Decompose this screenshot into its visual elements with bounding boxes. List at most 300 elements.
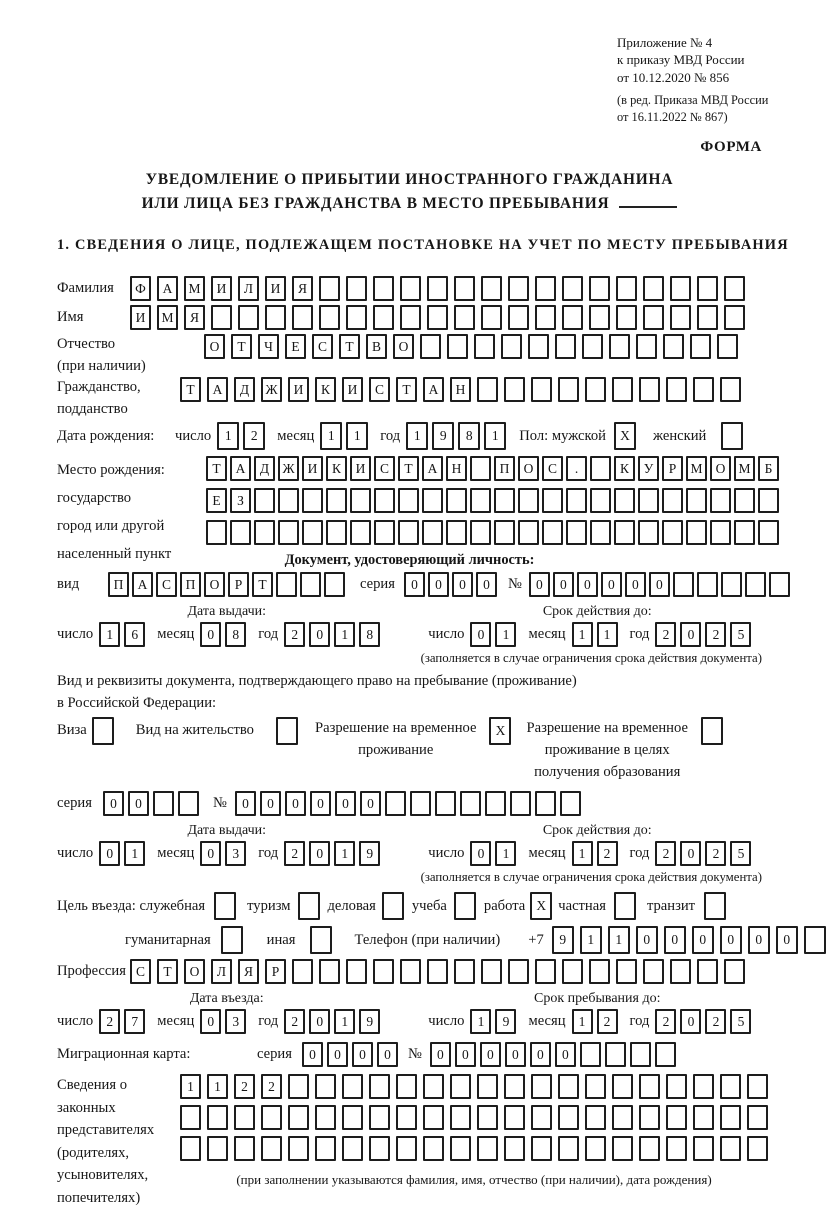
- char-box[interactable]: [720, 377, 741, 402]
- char-box[interactable]: [319, 305, 340, 330]
- char-box[interactable]: [508, 959, 529, 984]
- char-box[interactable]: [481, 959, 502, 984]
- char-box[interactable]: [504, 1136, 525, 1161]
- char-box[interactable]: 0: [720, 926, 742, 954]
- char-box[interactable]: 0: [285, 791, 306, 816]
- char-box[interactable]: [374, 488, 395, 513]
- char-box[interactable]: [662, 488, 683, 513]
- char-box[interactable]: [585, 1105, 606, 1130]
- char-box[interactable]: [288, 1074, 309, 1099]
- char-box[interactable]: [481, 276, 502, 301]
- char-box[interactable]: Д: [234, 377, 255, 402]
- year-box[interactable]: 2: [284, 622, 305, 647]
- char-box[interactable]: [400, 276, 421, 301]
- char-box[interactable]: [643, 276, 664, 301]
- char-box[interactable]: [207, 1136, 228, 1161]
- char-box[interactable]: [697, 572, 718, 597]
- char-box[interactable]: [638, 520, 659, 545]
- char-box[interactable]: З: [230, 488, 251, 513]
- month-box[interactable]: 1: [346, 422, 368, 450]
- year-box[interactable]: 2: [655, 841, 676, 866]
- char-box[interactable]: [369, 1136, 390, 1161]
- year-box[interactable]: 2: [705, 1009, 726, 1034]
- year-box[interactable]: 8: [359, 622, 380, 647]
- char-box[interactable]: [410, 791, 431, 816]
- char-box[interactable]: [769, 572, 790, 597]
- char-box[interactable]: [542, 520, 563, 545]
- day-box[interactable]: 0: [470, 841, 491, 866]
- char-box[interactable]: [697, 276, 718, 301]
- char-box[interactable]: С: [369, 377, 390, 402]
- char-box[interactable]: [531, 1074, 552, 1099]
- char-box[interactable]: [178, 791, 199, 816]
- year-box[interactable]: 5: [730, 622, 751, 647]
- char-box[interactable]: 0: [377, 1042, 398, 1067]
- char-box[interactable]: 0: [428, 572, 449, 597]
- char-box[interactable]: [673, 572, 694, 597]
- char-box[interactable]: [693, 1136, 714, 1161]
- day-box[interactable]: 1: [495, 841, 516, 866]
- char-box[interactable]: [278, 520, 299, 545]
- char-box[interactable]: [153, 791, 174, 816]
- char-box[interactable]: Я: [238, 959, 259, 984]
- char-box[interactable]: [373, 959, 394, 984]
- char-box[interactable]: [422, 488, 443, 513]
- char-box[interactable]: [396, 1074, 417, 1099]
- month-box[interactable]: 2: [597, 1009, 618, 1034]
- char-box[interactable]: [504, 1105, 525, 1130]
- char-box[interactable]: [609, 334, 630, 359]
- char-box[interactable]: 9: [552, 926, 574, 954]
- year-box[interactable]: 5: [730, 1009, 751, 1034]
- char-box[interactable]: [485, 791, 506, 816]
- char-box[interactable]: [542, 488, 563, 513]
- char-box[interactable]: А: [157, 276, 178, 301]
- char-box[interactable]: [666, 1105, 687, 1130]
- char-box[interactable]: [616, 305, 637, 330]
- char-box[interactable]: 1: [180, 1074, 201, 1099]
- char-box[interactable]: [342, 1136, 363, 1161]
- day-box[interactable]: 2: [243, 422, 265, 450]
- char-box[interactable]: [288, 1105, 309, 1130]
- char-box[interactable]: Т: [180, 377, 201, 402]
- char-box[interactable]: [373, 276, 394, 301]
- char-box[interactable]: 0: [601, 572, 622, 597]
- char-box[interactable]: Ж: [278, 456, 299, 481]
- char-box[interactable]: А: [423, 377, 444, 402]
- char-box[interactable]: [697, 305, 718, 330]
- char-box[interactable]: С: [374, 456, 395, 481]
- char-box[interactable]: 0: [480, 1042, 501, 1067]
- char-box[interactable]: 0: [352, 1042, 373, 1067]
- year-box[interactable]: 8: [458, 422, 480, 450]
- char-box[interactable]: [638, 488, 659, 513]
- checkbox[interactable]: X: [614, 422, 636, 450]
- char-box[interactable]: С: [542, 456, 563, 481]
- char-box[interactable]: [582, 334, 603, 359]
- char-box[interactable]: 0: [530, 1042, 551, 1067]
- char-box[interactable]: О: [184, 959, 205, 984]
- char-box[interactable]: 0: [430, 1042, 451, 1067]
- char-box[interactable]: .: [566, 456, 587, 481]
- checkbox[interactable]: [454, 892, 476, 920]
- year-box[interactable]: 2: [655, 1009, 676, 1034]
- char-box[interactable]: [670, 305, 691, 330]
- day-box[interactable]: 1: [495, 622, 516, 647]
- char-box[interactable]: [804, 926, 826, 954]
- year-box[interactable]: 2: [284, 1009, 305, 1034]
- char-box[interactable]: [590, 456, 611, 481]
- char-box[interactable]: [446, 520, 467, 545]
- char-box[interactable]: Т: [396, 377, 417, 402]
- char-box[interactable]: [504, 377, 525, 402]
- char-box[interactable]: [693, 1105, 714, 1130]
- char-box[interactable]: [566, 488, 587, 513]
- char-box[interactable]: [470, 456, 491, 481]
- char-box[interactable]: [745, 572, 766, 597]
- char-box[interactable]: [450, 1105, 471, 1130]
- char-box[interactable]: 0: [335, 791, 356, 816]
- checkbox[interactable]: [298, 892, 320, 920]
- char-box[interactable]: [510, 791, 531, 816]
- char-box[interactable]: [427, 959, 448, 984]
- checkbox[interactable]: [92, 717, 114, 745]
- char-box[interactable]: [427, 276, 448, 301]
- char-box[interactable]: 1: [580, 926, 602, 954]
- char-box[interactable]: [315, 1074, 336, 1099]
- char-box[interactable]: А: [230, 456, 251, 481]
- char-box[interactable]: Д: [254, 456, 275, 481]
- char-box[interactable]: У: [638, 456, 659, 481]
- char-box[interactable]: [636, 334, 657, 359]
- char-box[interactable]: 1: [207, 1074, 228, 1099]
- char-box[interactable]: [238, 305, 259, 330]
- char-box[interactable]: [326, 488, 347, 513]
- year-box[interactable]: 1: [334, 622, 355, 647]
- char-box[interactable]: О: [710, 456, 731, 481]
- checkbox[interactable]: X: [530, 892, 552, 920]
- char-box[interactable]: О: [393, 334, 414, 359]
- char-box[interactable]: [616, 276, 637, 301]
- char-box[interactable]: [562, 959, 583, 984]
- char-box[interactable]: [697, 959, 718, 984]
- char-box[interactable]: [206, 520, 227, 545]
- char-box[interactable]: 0: [553, 572, 574, 597]
- month-box[interactable]: 1: [572, 622, 593, 647]
- char-box[interactable]: [589, 305, 610, 330]
- checkbox[interactable]: X: [489, 717, 511, 745]
- char-box[interactable]: [518, 488, 539, 513]
- char-box[interactable]: 0: [692, 926, 714, 954]
- char-box[interactable]: 0: [235, 791, 256, 816]
- char-box[interactable]: М: [157, 305, 178, 330]
- char-box[interactable]: [616, 959, 637, 984]
- char-box[interactable]: [450, 1136, 471, 1161]
- char-box[interactable]: П: [494, 456, 515, 481]
- char-box[interactable]: [211, 305, 232, 330]
- char-box[interactable]: 0: [776, 926, 798, 954]
- char-box[interactable]: [724, 959, 745, 984]
- checkbox[interactable]: [310, 926, 332, 954]
- char-box[interactable]: [346, 276, 367, 301]
- char-box[interactable]: К: [315, 377, 336, 402]
- char-box[interactable]: 0: [476, 572, 497, 597]
- char-box[interactable]: [346, 305, 367, 330]
- char-box[interactable]: 0: [529, 572, 550, 597]
- char-box[interactable]: [662, 520, 683, 545]
- char-box[interactable]: С: [130, 959, 151, 984]
- char-box[interactable]: [710, 488, 731, 513]
- checkbox[interactable]: [704, 892, 726, 920]
- checkbox[interactable]: [276, 717, 298, 745]
- char-box[interactable]: 0: [302, 1042, 323, 1067]
- char-box[interactable]: [477, 1074, 498, 1099]
- char-box[interactable]: [560, 791, 581, 816]
- char-box[interactable]: [585, 1074, 606, 1099]
- char-box[interactable]: [302, 520, 323, 545]
- char-box[interactable]: [423, 1074, 444, 1099]
- month-box[interactable]: 0: [200, 622, 221, 647]
- char-box[interactable]: [639, 1136, 660, 1161]
- char-box[interactable]: 0: [625, 572, 646, 597]
- char-box[interactable]: В: [366, 334, 387, 359]
- char-box[interactable]: [396, 1105, 417, 1130]
- char-box[interactable]: К: [614, 456, 635, 481]
- char-box[interactable]: [535, 305, 556, 330]
- char-box[interactable]: [535, 791, 556, 816]
- char-box[interactable]: [501, 334, 522, 359]
- year-box[interactable]: 9: [359, 1009, 380, 1034]
- month-box[interactable]: 3: [225, 841, 246, 866]
- char-box[interactable]: [666, 377, 687, 402]
- char-box[interactable]: [234, 1105, 255, 1130]
- checkbox[interactable]: [221, 926, 243, 954]
- char-box[interactable]: [423, 1136, 444, 1161]
- char-box[interactable]: 0: [636, 926, 658, 954]
- month-box[interactable]: 1: [597, 622, 618, 647]
- char-box[interactable]: [315, 1105, 336, 1130]
- char-box[interactable]: Т: [339, 334, 360, 359]
- char-box[interactable]: [562, 276, 583, 301]
- day-box[interactable]: 9: [495, 1009, 516, 1034]
- year-box[interactable]: 0: [680, 1009, 701, 1034]
- char-box[interactable]: [369, 1105, 390, 1130]
- char-box[interactable]: [535, 276, 556, 301]
- char-box[interactable]: [261, 1105, 282, 1130]
- char-box[interactable]: К: [326, 456, 347, 481]
- char-box[interactable]: Л: [211, 959, 232, 984]
- day-box[interactable]: 6: [124, 622, 145, 647]
- char-box[interactable]: [508, 276, 529, 301]
- char-box[interactable]: [612, 1136, 633, 1161]
- char-box[interactable]: А: [422, 456, 443, 481]
- char-box[interactable]: О: [204, 334, 225, 359]
- char-box[interactable]: [562, 305, 583, 330]
- char-box[interactable]: [180, 1136, 201, 1161]
- char-box[interactable]: П: [108, 572, 129, 597]
- month-box[interactable]: 1: [572, 841, 593, 866]
- char-box[interactable]: [180, 1105, 201, 1130]
- year-box[interactable]: 0: [309, 841, 330, 866]
- char-box[interactable]: [350, 488, 371, 513]
- month-box[interactable]: 2: [597, 841, 618, 866]
- year-box[interactable]: 0: [680, 841, 701, 866]
- char-box[interactable]: С: [312, 334, 333, 359]
- checkbox[interactable]: [214, 892, 236, 920]
- char-box[interactable]: [612, 1074, 633, 1099]
- char-box[interactable]: [612, 1105, 633, 1130]
- char-box[interactable]: [435, 791, 456, 816]
- char-box[interactable]: [724, 276, 745, 301]
- year-box[interactable]: 1: [334, 841, 355, 866]
- char-box[interactable]: [518, 520, 539, 545]
- char-box[interactable]: [454, 305, 475, 330]
- char-box[interactable]: [558, 1136, 579, 1161]
- char-box[interactable]: [494, 520, 515, 545]
- char-box[interactable]: [686, 520, 707, 545]
- char-box[interactable]: [234, 1136, 255, 1161]
- char-box[interactable]: [207, 1105, 228, 1130]
- char-box[interactable]: [710, 520, 731, 545]
- char-box[interactable]: 0: [649, 572, 670, 597]
- char-box[interactable]: [373, 305, 394, 330]
- char-box[interactable]: 0: [327, 1042, 348, 1067]
- char-box[interactable]: [590, 488, 611, 513]
- char-box[interactable]: [734, 488, 755, 513]
- char-box[interactable]: Р: [662, 456, 683, 481]
- day-box[interactable]: 0: [470, 622, 491, 647]
- char-box[interactable]: [666, 1074, 687, 1099]
- char-box[interactable]: [342, 1074, 363, 1099]
- char-box[interactable]: [643, 305, 664, 330]
- month-box[interactable]: 3: [225, 1009, 246, 1034]
- year-box[interactable]: 1: [484, 422, 506, 450]
- char-box[interactable]: Т: [252, 572, 273, 597]
- char-box[interactable]: [477, 1105, 498, 1130]
- char-box[interactable]: И: [288, 377, 309, 402]
- char-box[interactable]: П: [180, 572, 201, 597]
- char-box[interactable]: 0: [452, 572, 473, 597]
- char-box[interactable]: 1: [608, 926, 630, 954]
- char-box[interactable]: [747, 1074, 768, 1099]
- char-box[interactable]: [460, 791, 481, 816]
- char-box[interactable]: [470, 488, 491, 513]
- char-box[interactable]: Ч: [258, 334, 279, 359]
- char-box[interactable]: [319, 959, 340, 984]
- char-box[interactable]: [454, 959, 475, 984]
- char-box[interactable]: [398, 520, 419, 545]
- char-box[interactable]: Е: [285, 334, 306, 359]
- char-box[interactable]: [566, 520, 587, 545]
- char-box[interactable]: Л: [238, 276, 259, 301]
- char-box[interactable]: 0: [360, 791, 381, 816]
- char-box[interactable]: [612, 377, 633, 402]
- char-box[interactable]: [324, 572, 345, 597]
- char-box[interactable]: [531, 1105, 552, 1130]
- char-box[interactable]: 0: [664, 926, 686, 954]
- char-box[interactable]: [477, 377, 498, 402]
- char-box[interactable]: Н: [446, 456, 467, 481]
- year-box[interactable]: 0: [309, 622, 330, 647]
- char-box[interactable]: [639, 1105, 660, 1130]
- char-box[interactable]: [474, 334, 495, 359]
- char-box[interactable]: [630, 1042, 651, 1067]
- char-box[interactable]: 0: [404, 572, 425, 597]
- month-box[interactable]: 1: [320, 422, 342, 450]
- char-box[interactable]: [481, 305, 502, 330]
- char-box[interactable]: [319, 276, 340, 301]
- day-box[interactable]: 7: [124, 1009, 145, 1034]
- char-box[interactable]: [690, 334, 711, 359]
- char-box[interactable]: [580, 1042, 601, 1067]
- char-box[interactable]: [302, 488, 323, 513]
- char-box[interactable]: [477, 1136, 498, 1161]
- char-box[interactable]: [590, 520, 611, 545]
- year-box[interactable]: 2: [284, 841, 305, 866]
- char-box[interactable]: [278, 488, 299, 513]
- char-box[interactable]: Я: [292, 276, 313, 301]
- char-box[interactable]: [724, 305, 745, 330]
- char-box[interactable]: [605, 1042, 626, 1067]
- checkbox[interactable]: [701, 717, 723, 745]
- char-box[interactable]: [528, 334, 549, 359]
- month-box[interactable]: 0: [200, 1009, 221, 1034]
- char-box[interactable]: [758, 488, 779, 513]
- char-box[interactable]: [531, 377, 552, 402]
- year-box[interactable]: 2: [705, 622, 726, 647]
- char-box[interactable]: 0: [577, 572, 598, 597]
- year-box[interactable]: 9: [359, 841, 380, 866]
- char-box[interactable]: [326, 520, 347, 545]
- char-box[interactable]: [422, 520, 443, 545]
- char-box[interactable]: И: [350, 456, 371, 481]
- char-box[interactable]: [446, 488, 467, 513]
- char-box[interactable]: [494, 488, 515, 513]
- char-box[interactable]: И: [265, 276, 286, 301]
- char-box[interactable]: Т: [157, 959, 178, 984]
- year-box[interactable]: 1: [334, 1009, 355, 1034]
- char-box[interactable]: [666, 1136, 687, 1161]
- char-box[interactable]: [265, 305, 286, 330]
- year-box[interactable]: 2: [655, 622, 676, 647]
- day-box[interactable]: 0: [99, 841, 120, 866]
- day-box[interactable]: 1: [124, 841, 145, 866]
- year-box[interactable]: 0: [309, 1009, 330, 1034]
- char-box[interactable]: [447, 334, 468, 359]
- char-box[interactable]: [420, 334, 441, 359]
- char-box[interactable]: И: [302, 456, 323, 481]
- char-box[interactable]: О: [204, 572, 225, 597]
- char-box[interactable]: [346, 959, 367, 984]
- checkbox[interactable]: [614, 892, 636, 920]
- char-box[interactable]: 0: [505, 1042, 526, 1067]
- day-box[interactable]: 1: [217, 422, 239, 450]
- char-box[interactable]: [717, 334, 738, 359]
- char-box[interactable]: [292, 959, 313, 984]
- char-box[interactable]: [369, 1074, 390, 1099]
- char-box[interactable]: [720, 1105, 741, 1130]
- month-box[interactable]: 0: [200, 841, 221, 866]
- char-box[interactable]: [350, 520, 371, 545]
- char-box[interactable]: 0: [455, 1042, 476, 1067]
- char-box[interactable]: [670, 959, 691, 984]
- char-box[interactable]: [639, 1074, 660, 1099]
- char-box[interactable]: [400, 305, 421, 330]
- char-box[interactable]: [423, 1105, 444, 1130]
- char-box[interactable]: С: [156, 572, 177, 597]
- year-box[interactable]: 1: [406, 422, 428, 450]
- char-box[interactable]: [261, 1136, 282, 1161]
